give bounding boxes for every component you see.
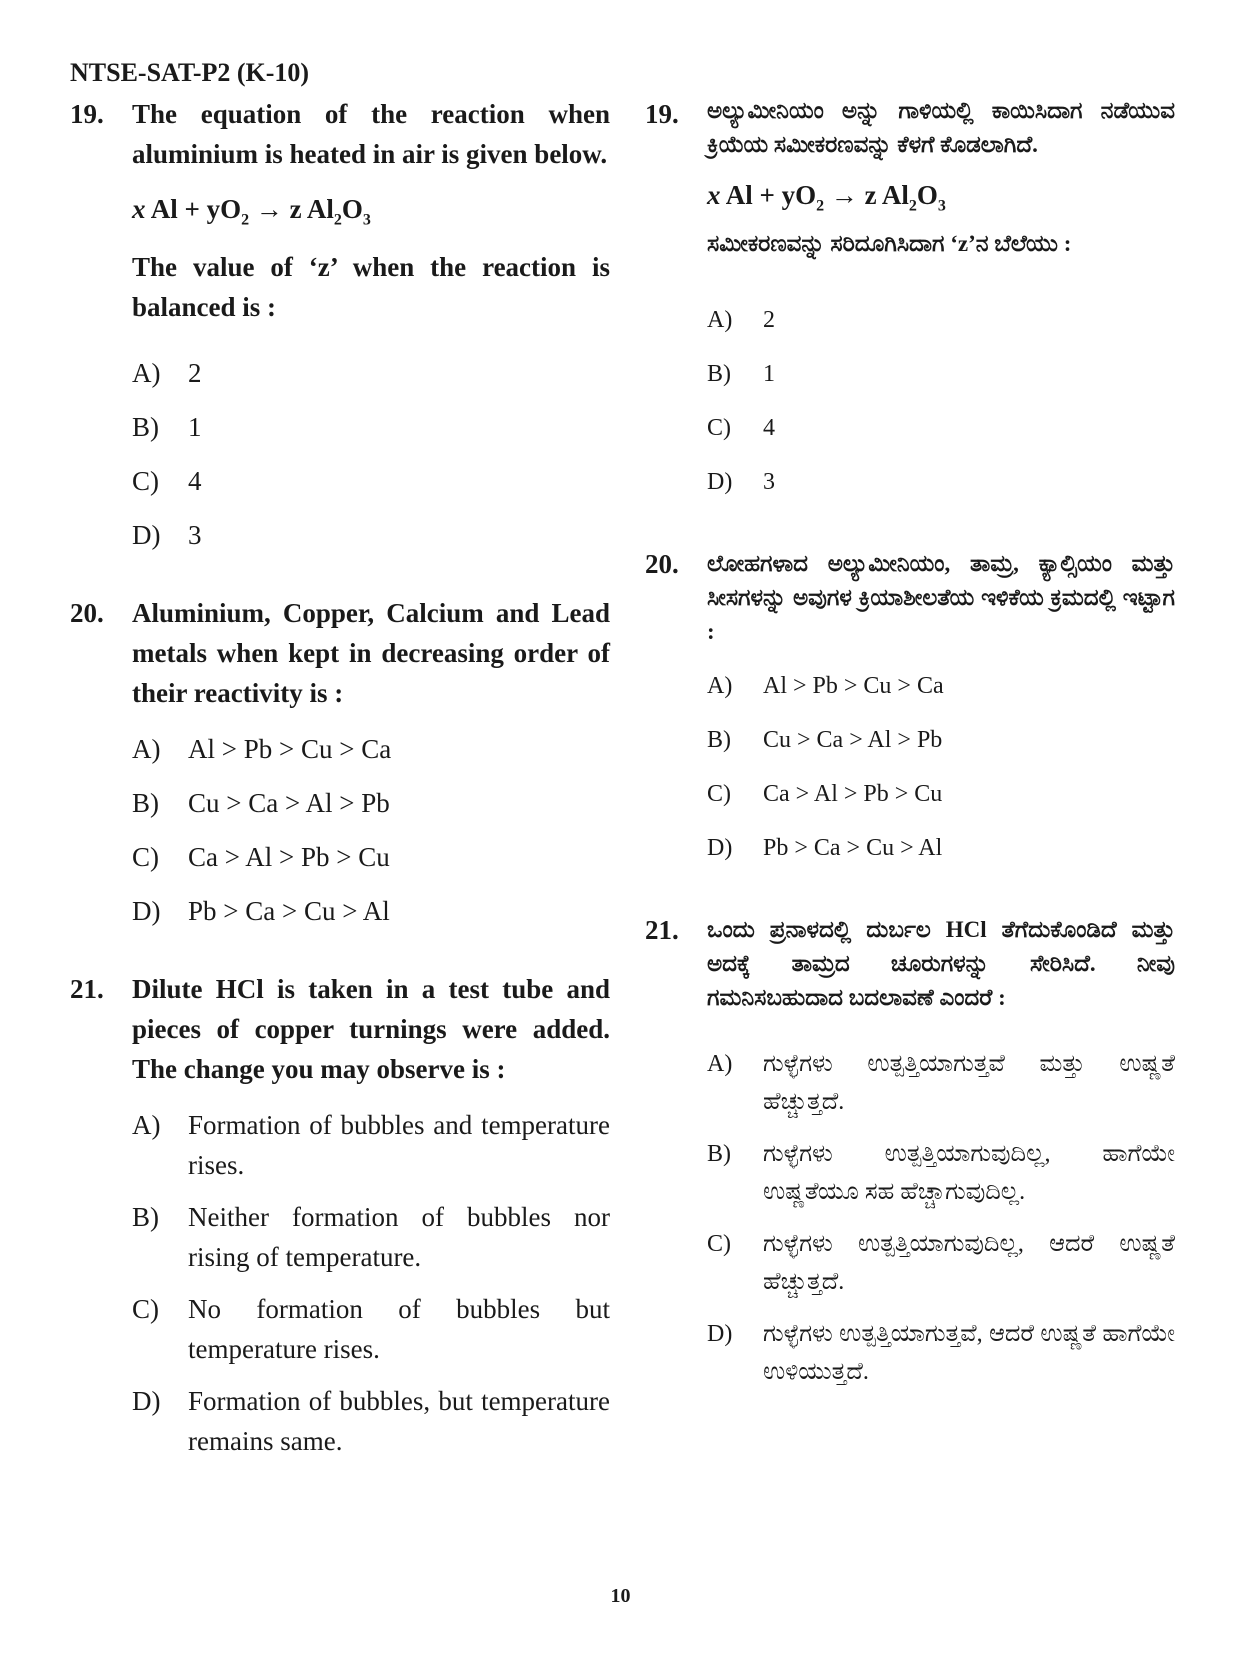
page-number: 10 bbox=[610, 1585, 631, 1607]
options-list bbox=[132, 1105, 610, 1461]
option-b: B) Cu > Ca > Al > Pb bbox=[707, 727, 943, 754]
option-c: C) ಗುಳ್ಳೆಗಳು ಉತ್ಪತ್ತಿಯಾಗುವುದಿಲ್ಲ, ಆದರೆ ಉಷ್ಣತೆ ಹೆಚ್ಚುತ್ತದೆ. bbox=[707, 1231, 1175, 1296]
option-a: A) 2 bbox=[132, 358, 202, 389]
option-c: C) 4 bbox=[132, 466, 202, 497]
question-stem: ಒಂದು ಪ್ರನಾಳದಲ್ಲಿ ದುರ್ಬಲ HCl ತೆಗೆದುಕೊಂಡಿದೆ ಮತ್ತು ಅದಕ್ಕೆ ತಾಮ್ರದ ಚೂರುಗಳನ್ನು ಸೇರಿಸಿದೆ. ನೀವು ಗಮನಿಸಬಹುದಾದ ಬದಲಾವಣೆ ಎಂದರೆ : bbox=[707, 917, 1175, 1011]
option-d: D) 3 bbox=[132, 520, 202, 551]
option-b: B) 1 bbox=[132, 412, 202, 443]
option-d: D) Pb > Ca > Cu > Al bbox=[707, 835, 943, 862]
option-b: B) 1 bbox=[707, 361, 775, 388]
question-21-kn bbox=[645, 913, 1175, 1391]
chemical-equation: x $Al + yO_2 \to z$ $Al_2O_3$ bbox=[132, 194, 371, 229]
question-number: 19. bbox=[645, 99, 679, 129]
question-19-en bbox=[70, 94, 610, 555]
option-b: B) Cu > Ca > Al > Pb bbox=[132, 788, 390, 819]
question-number: 20. bbox=[70, 598, 104, 629]
option-c: C) Ca > Al > Pb > Cu bbox=[132, 842, 390, 873]
options-list bbox=[707, 301, 1175, 501]
english-column bbox=[70, 94, 610, 1461]
question-stem: Dilute HCl is taken in a test tube and pieces of copper turnings were added. The change you may observe is : bbox=[132, 974, 610, 1085]
option-c: C) No formation of bubbles but temperature rises. bbox=[132, 1294, 610, 1365]
option-c: C) Ca > Al > Pb > Cu bbox=[707, 781, 943, 808]
options-list bbox=[132, 729, 610, 931]
question-stem: ಅಲ್ಯುಮೀನಿಯಂ ಅನ್ನು ಗಾಳಿಯಲ್ಲಿ ಕಾಯಿಸಿದಾಗ ನಡೆಯುವ ಕ್ರಿಯೆಯ ಸಮೀಕರಣವನ್ನು ಕೆಳಗೆ ಕೊಡಲಾಗಿದೆ. bbox=[707, 98, 1175, 157]
options-list bbox=[707, 1045, 1175, 1391]
option-a: A) Al > Pb > Cu > Ca bbox=[132, 734, 392, 765]
option-a: A) Al > Pb > Cu > Ca bbox=[707, 673, 944, 700]
question-stem: The equation of the reaction when aluminium is heated in air is given below. bbox=[132, 99, 610, 169]
question-21-en bbox=[70, 969, 610, 1461]
question-20-en bbox=[70, 593, 610, 931]
question-number: 21. bbox=[70, 974, 104, 1005]
option-c: C) 4 bbox=[707, 415, 775, 442]
question-number: 20. bbox=[645, 549, 679, 580]
option-d: D) Pb > Ca > Cu > Al bbox=[132, 896, 390, 927]
question-20-kn bbox=[645, 547, 1175, 867]
option-b: B) Neither formation of bubbles nor rising of temperature. bbox=[132, 1202, 610, 1273]
question-number: 19. bbox=[70, 99, 104, 129]
question-prompt: ಸಮೀಕರಣವನ್ನು ಸರಿದೂಗಿಸಿದಾಗ ‘z’ನ ಬೆಲೆಯು : bbox=[707, 231, 1072, 257]
option-b: B) ಗುಳ್ಳೆಗಳು ಉತ್ಪತ್ತಿಯಾಗುವುದಿಲ್ಲ, ಹಾಗೆಯೇ ಉಷ್ಣತೆಯೂ ಸಹ ಹೆಚ್ಚಾಗುವುದಿಲ್ಲ. bbox=[707, 1141, 1175, 1206]
options-list bbox=[132, 353, 610, 555]
kannada-column bbox=[645, 94, 1175, 1391]
option-a: A) 2 bbox=[707, 307, 775, 334]
option-a: A) Formation of bubbles and temperature rises. bbox=[132, 1110, 610, 1181]
question-19-kn bbox=[645, 94, 1175, 501]
option-d: D) ಗುಳ್ಳೆಗಳು ಉತ್ಪತ್ತಿಯಾಗುತ್ತವೆ, ಆದರೆ ಉಷ್ಣತೆ ಹಾಗೆಯೇ ಉಳಿಯುತ್ತದೆ. bbox=[707, 1321, 1175, 1386]
options-list bbox=[707, 667, 1175, 867]
question-stem: Aluminium, Copper, Calcium and Lead metals when kept in decreasing order of their reactivity is : bbox=[132, 598, 610, 709]
question-prompt: The value of ‘z’ when the reaction is balanced is : bbox=[132, 252, 610, 323]
option-d: D) Formation of bubbles, but temperature remains same. bbox=[132, 1386, 610, 1457]
option-a: A) ಗುಳ್ಳೆಗಳು ಉತ್ಪತ್ತಿಯಾಗುತ್ತವೆ ಮತ್ತು ಉಷ್ಣತೆ ಹೆಚ್ಚುತ್ತದೆ. bbox=[707, 1051, 1175, 1116]
question-stem: ಲೋಹಗಳಾದ ಅಲ್ಯುಮೀನಿಯಂ, ತಾಮ್ರ, ಕ್ಯಾಲ್ಸಿಯಂ ಮತ್ತು ಸೀಸಗಳನ್ನು ಅವುಗಳ ಕ್ರಿಯಾಶೀಲತೆಯ ಇಳಿಕೆಯ ಕ್ರಮದಲ್ಲಿ ಇಟ್ಟಾಗ : bbox=[707, 551, 1175, 645]
chemical-equation: x $Al + yO_2 \to z$ $Al_2O_3$ bbox=[707, 180, 946, 215]
page-header: NTSE-SAT-P2 (K-10) bbox=[70, 58, 310, 87]
option-d: D) 3 bbox=[707, 469, 775, 496]
question-number: 21. bbox=[645, 915, 679, 946]
